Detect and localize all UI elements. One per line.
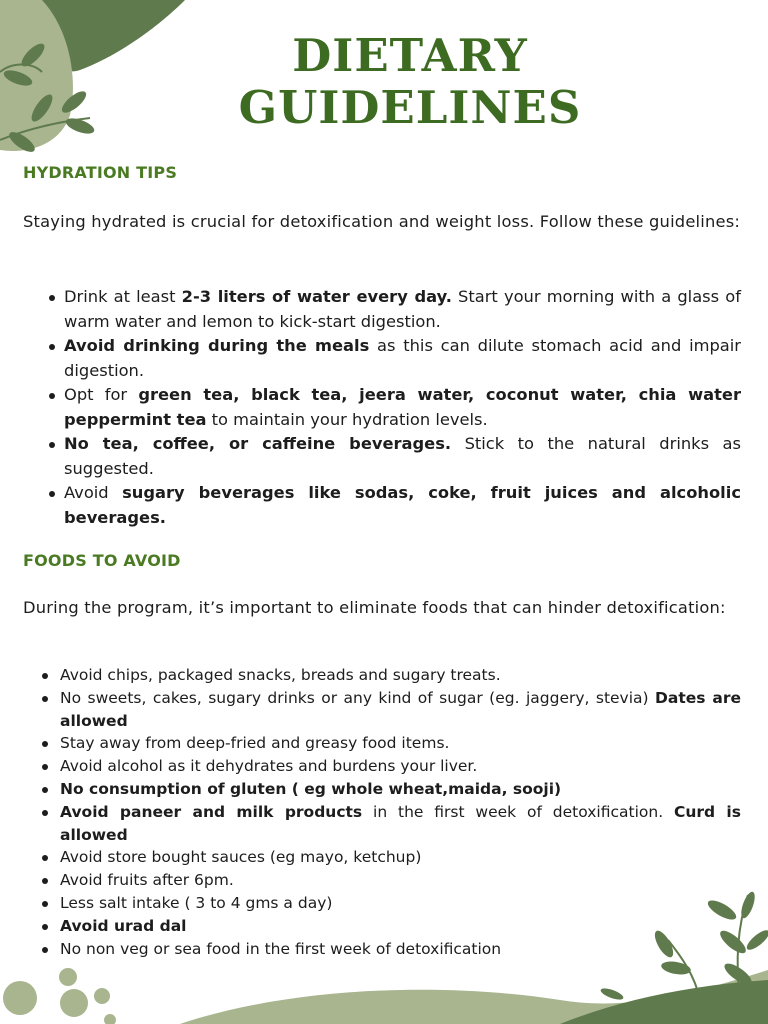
list-item [40, 664, 741, 687]
bold-text: Avoid paneer and milk products [60, 802, 363, 821]
list-item [40, 846, 741, 869]
list-item [40, 432, 741, 481]
list-item [40, 801, 741, 847]
bold-text: No consumption of gluten ( eg whole wheat,maida, sooji) [60, 779, 562, 798]
hydration-list [40, 285, 741, 530]
list-item [40, 732, 741, 755]
text: Stick to the natural drinks as suggested. [64, 434, 741, 478]
title-line-2: GUIDELINES [238, 81, 582, 134]
text: as this can dilute stomach acid and impair digestion. [64, 336, 741, 380]
text: Start your morning with a glass of warm water and lemon to kick-start digestion. [64, 287, 741, 331]
bold-text: Avoid urad dal [60, 916, 187, 935]
list-item [40, 687, 741, 733]
list-item [40, 755, 741, 778]
text: No non veg or sea food in the first week of detoxification [60, 939, 502, 958]
foods-list [40, 664, 741, 960]
text: Avoid [64, 483, 123, 502]
title-line-1: DIETARY [292, 29, 528, 82]
list-item [40, 383, 741, 432]
bottom-circle [59, 968, 77, 986]
hydration-intro: Staying hydrated is crucial for detoxification and weight loss. Follow these guidelines: [23, 212, 741, 231]
text: Avoid fruits after 6pm. [60, 871, 234, 890]
bold-text: green tea, black tea, jeera water, coconut water, chia water peppermint tea [64, 385, 741, 429]
text: Avoid alcohol as it dehydrates and burdens your liver. [60, 757, 478, 776]
list-item [40, 778, 741, 801]
text: to maintain your hydration levels. [206, 409, 488, 429]
list-item [40, 481, 741, 530]
bold-text: Dates are allowed [60, 688, 741, 730]
list-item [40, 869, 741, 892]
text: in the first week of detoxification. [362, 802, 674, 821]
foods-intro: During the program, it’s important to eliminate foods that can hinder detoxification: [23, 598, 726, 617]
bottom-circle [94, 988, 110, 1004]
list-item [40, 938, 741, 961]
foods-heading: FOODS TO AVOID [23, 551, 181, 570]
text: Less salt intake ( 3 to 4 gms a day) [60, 893, 333, 912]
text: Avoid store bought sauces (eg mayo, ketchup) [60, 848, 422, 867]
list-item [40, 285, 741, 334]
bold-text: sugary beverages like sodas, coke, fruit juices and alcoholic beverages. [64, 483, 741, 527]
list-item [40, 892, 741, 915]
page-title [160, 30, 660, 134]
bottom-circle [60, 989, 88, 1017]
text: No sweets, cakes, sugary drinks or any kind of sugar (eg. jaggery, stevia) [60, 688, 656, 707]
bottom-circle [3, 981, 37, 1015]
bold-text: No tea, coffee, or caffeine beverages. [64, 434, 452, 453]
text: Avoid chips, packaged snacks, breads and sugary treats. [60, 666, 501, 684]
text: Drink at least [64, 287, 182, 306]
bottom-circle [104, 1014, 116, 1024]
list-item [40, 915, 741, 938]
bold-text: 2-3 liters of water every day. [181, 287, 452, 306]
hydration-heading: HYDRATION TIPS [23, 163, 178, 182]
bottom-dark-wave [560, 980, 768, 1024]
list-item [40, 334, 741, 383]
text: Stay away from deep-fried and greasy food items. [60, 734, 450, 753]
bold-text: Avoid drinking during the meals [64, 336, 370, 355]
text: Opt for [64, 385, 139, 404]
bold-text: Curd is allowed [60, 802, 741, 844]
